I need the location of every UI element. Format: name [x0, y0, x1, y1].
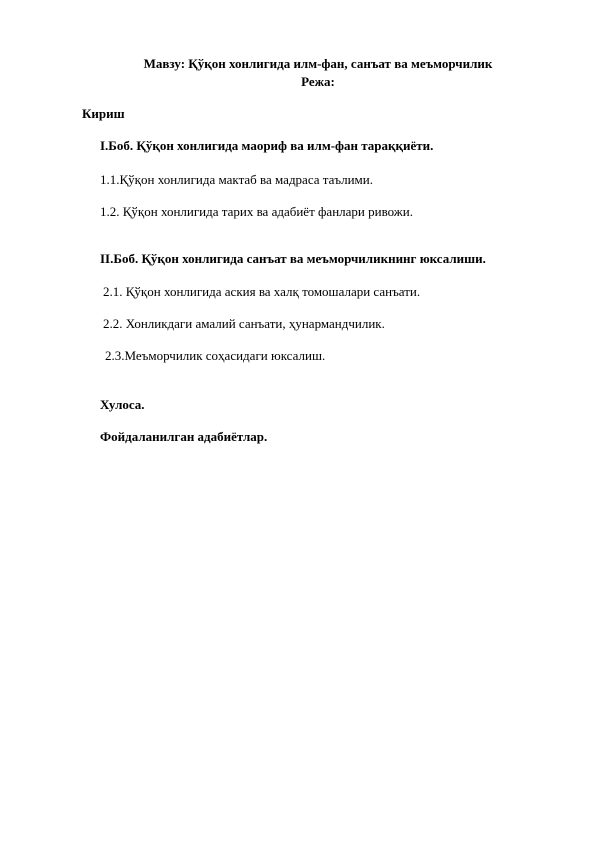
- document-title: Мавзу: Қўқон хонлигида илм-фан, санъат ва меъморчилик: [143, 56, 493, 71]
- chapter1-heading: I.Боб. Қўқон хонлигида маориф ва илм-фан тараққиёти.: [100, 138, 434, 153]
- section-2-2: 2.2. Хонликдаги амалий санъати, ҳунармандчилик.: [103, 316, 385, 331]
- intro-heading: Кириш: [82, 106, 125, 121]
- section-1-2: 1.2. Қўқон хонлигида тарих ва адабиёт фанлари ривожи.: [100, 204, 413, 219]
- section-2-3: 2.3.Меъморчилик соҳасидаги юксалиш.: [105, 348, 326, 363]
- section-1-1: 1.1.Қўқон хонлигида мактаб ва мадраса таълими.: [100, 172, 373, 187]
- section-2-1: 2.1. Қўқон хонлигида аския ва халқ томошалари санъати.: [103, 284, 421, 299]
- references-heading: Фойдаланилган адабиётлар.: [100, 429, 268, 444]
- plan-label: Режа:: [301, 74, 335, 89]
- conclusion-heading: Хулоса.: [100, 397, 145, 412]
- chapter2-heading: II.Боб. Қўқон хонлигида санъат ва меъморчиликнинг юксалиши.: [100, 251, 486, 266]
